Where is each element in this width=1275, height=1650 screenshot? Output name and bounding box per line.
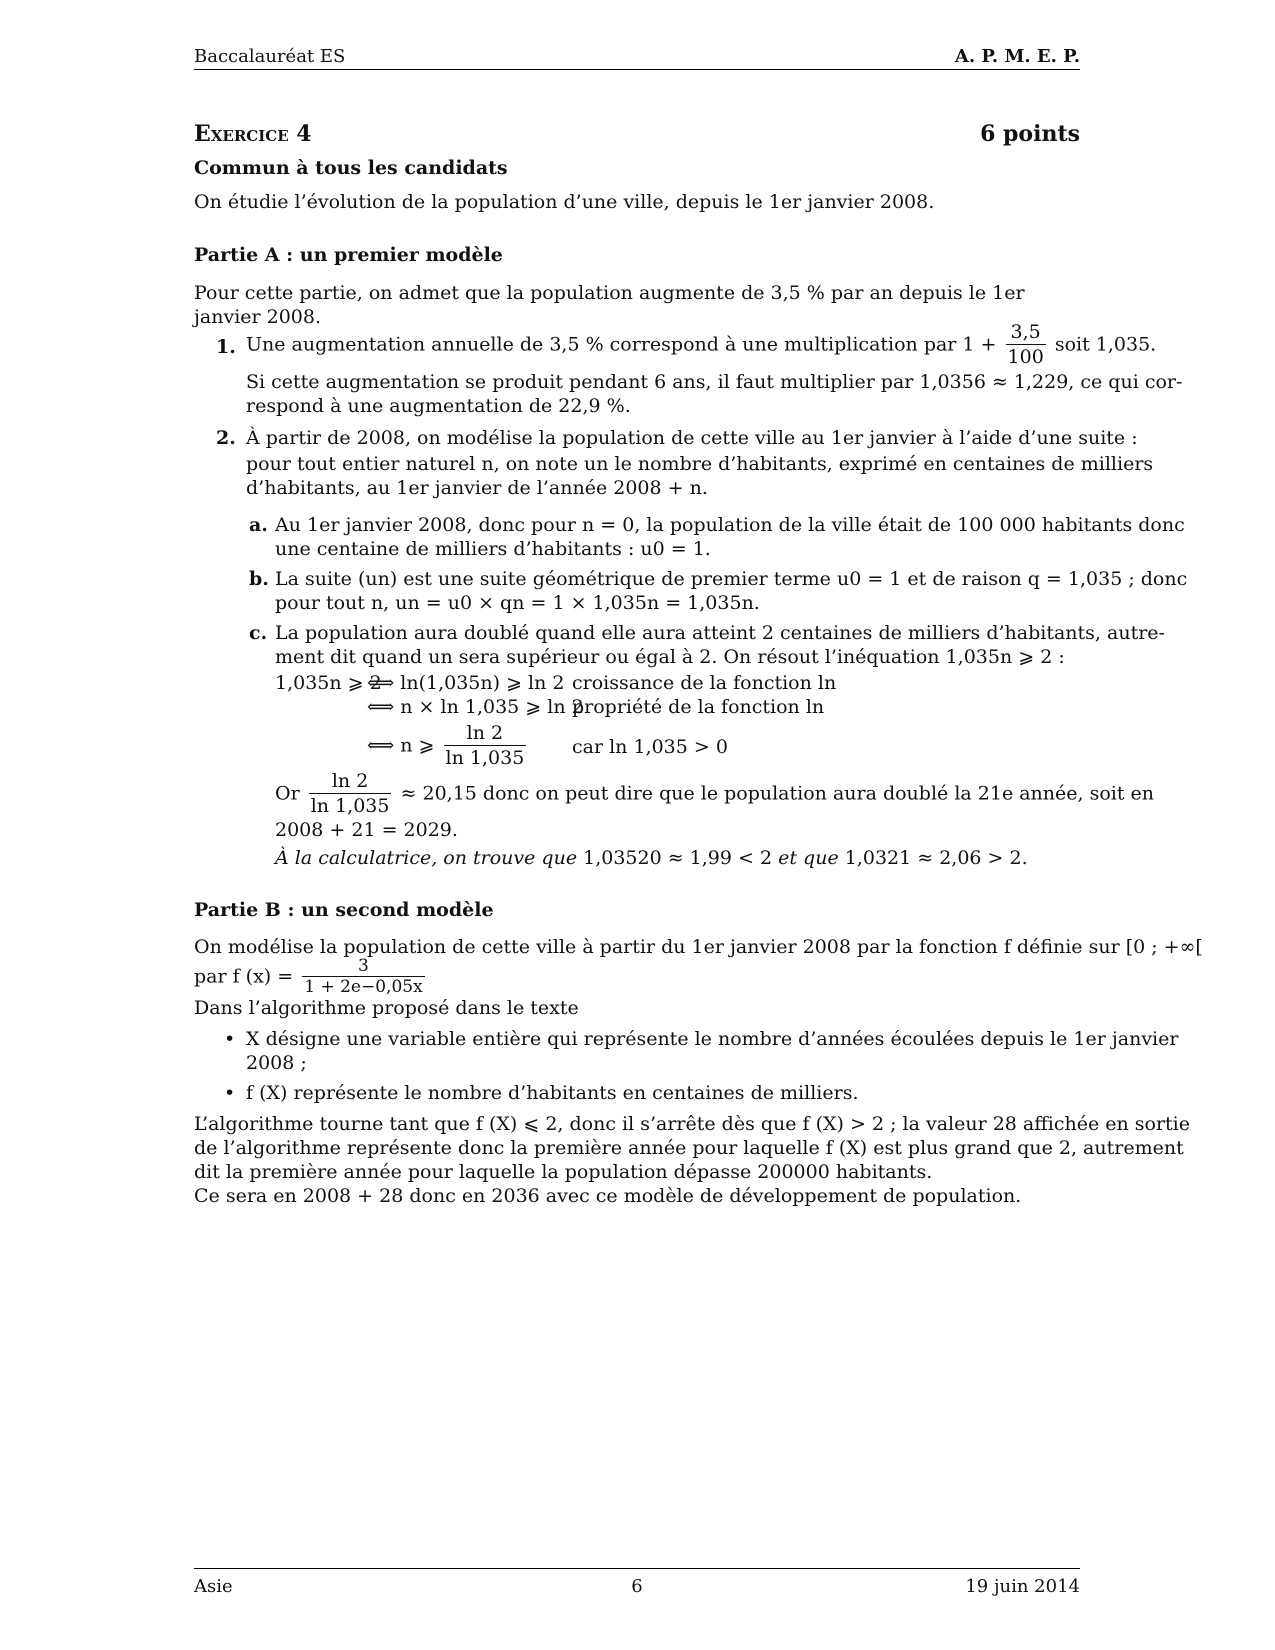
qb-label: b. xyxy=(249,568,269,590)
qa-line1: Au 1er janvier 2008, donc pour n = 0, la population de la ville était de 100 000 habitants donc xyxy=(275,514,1185,536)
footer-page-number: 6 xyxy=(631,1576,643,1597)
intro-text: On étudie l’évolution de la population d’une ville, depuis le 1er janvier 2008. xyxy=(194,191,935,213)
q1-line3: respond à une augmentation de 22,9 %. xyxy=(246,395,631,417)
q1-number: 1. xyxy=(216,336,236,358)
qa-label: a. xyxy=(249,514,268,536)
q1-fraction xyxy=(1006,320,1046,369)
qb-line1: La suite (un) est une suite géométrique de premier terme u0 = 1 et de raison q = 1,035 ; donc xyxy=(275,568,1188,590)
q2-line2: pour tout entier naturel n, on note un le nombre d’habitants, exprimé en centaines de milliers xyxy=(246,453,1154,475)
calc-italic: À la calculatrice, on trouve que xyxy=(275,847,578,869)
calc-rest1: 1,03520 ≈ 1,99 < 2 xyxy=(583,847,773,869)
partB-line3: Dans l’algorithme proposé dans le texte xyxy=(194,997,579,1019)
partB-p1: L’algorithme tourne tant que f (X) ⩽ 2, donc il s’arrête dès que f (X) > 2 ; la valeur 28 affichée en sortie xyxy=(194,1113,1190,1135)
f-frac-num: 3 xyxy=(302,956,424,977)
partB-p3: dit la première année pour laquelle la population dépasse 200000 habitants. xyxy=(194,1161,933,1183)
partB-p4: Ce sera en 2008 + 28 donc en 2036 avec ce modèle de développement de population. xyxy=(194,1185,1022,1207)
bullet-1-line2: 2008 ; xyxy=(246,1052,307,1074)
footer-right: 19 juin 2014 xyxy=(965,1576,1080,1597)
q1-line1 xyxy=(246,320,1156,372)
bullet-1-line1: X désigne une variable entière qui représente le nombre d’années écoulées depuis le 1er janvier xyxy=(246,1028,1179,1050)
q1-text-b: soit 1,035. xyxy=(1054,333,1157,356)
header-left: Baccalauréat ES xyxy=(194,46,346,67)
eq3-fraction xyxy=(444,721,527,770)
calc-line xyxy=(275,846,1028,870)
or-fraction xyxy=(309,769,392,818)
q1-frac-num: 3,5 xyxy=(1006,320,1046,345)
calc-italic2: et que xyxy=(778,847,839,869)
common-heading: Commun à tous les candidats xyxy=(194,157,508,179)
exercise-name: Exercice 4 xyxy=(194,121,312,147)
partB-title: Partie B : un second modèle xyxy=(194,899,494,921)
eq2-mid: ⟺ n × ln 1,035 ⩾ ln 2 xyxy=(367,696,584,718)
page-footer xyxy=(194,1568,1080,1599)
partB-p2: de l’algorithme représente donc la première année pour laquelle f (X) est plus grand que 2, autrement xyxy=(194,1137,1184,1159)
or-frac-num: ln 2 xyxy=(309,769,392,794)
q1-line2: Si cette augmentation se produit pendant 6 ans, il faut multiplier par 1,0356 ≈ 1,229, ce qui cor- xyxy=(246,371,1183,393)
bullet-2-mark: • xyxy=(224,1082,236,1104)
f-fraction xyxy=(302,956,424,997)
q1-text-a: Une augmentation annuelle de 3,5 % correspond à une multiplication par 1 + xyxy=(246,333,997,356)
eq3-frac-den: ln 1,035 xyxy=(445,747,525,769)
qc-label: c. xyxy=(249,622,268,644)
partA-title: Partie A : un premier modèle xyxy=(194,244,503,266)
eq1-right: croissance de la fonction ln xyxy=(572,672,837,694)
header-right: A. P. M. E. P. xyxy=(954,46,1080,67)
or-text: ≈ 20,15 donc on peut dire que le population aura doublé la 21e année, soit en xyxy=(400,782,1155,805)
eq3-mid-text: ⟺ n ⩾ xyxy=(367,734,435,757)
footer-left: Asie xyxy=(194,1576,233,1597)
calc-rest2: 1,0321 ≈ 2,06 > 2. xyxy=(844,847,1028,869)
eq3-mid xyxy=(367,721,529,771)
or-word: Or xyxy=(275,782,300,805)
q2-line1: À partir de 2008, on modélise la population de cette ville au 1er janvier à l’aide d’une suite : xyxy=(246,427,1138,449)
q2-line3: d’habitants, au 1er janvier de l’année 2008 + n. xyxy=(246,477,708,499)
exercise-points: 6 points xyxy=(980,121,1080,147)
eq3-frac-num: ln 2 xyxy=(444,721,527,746)
bullet-2-line: f (X) représente le nombre d’habitants en centaines de milliers. xyxy=(246,1082,859,1104)
page-header xyxy=(194,45,1080,70)
partB-line1: On modélise la population de cette ville à partir du 1er janvier 2008 par la fonction f définie sur [0 ; +∞[ xyxy=(194,936,1203,958)
par-text: par f (x) = xyxy=(194,965,294,988)
eq3-right: car ln 1,035 > 0 xyxy=(572,736,728,758)
eq1-left: 1,035n ⩾ 2 xyxy=(275,672,382,694)
eq2-right: propriété de la fonction ln xyxy=(572,696,825,718)
bullet-1-mark: • xyxy=(224,1028,236,1050)
q2-number: 2. xyxy=(216,427,236,449)
qb-line2: pour tout n, un = u0 × qn = 1 × 1,035n = 1,035n. xyxy=(275,592,760,614)
q1-frac-den: 100 xyxy=(1007,346,1044,368)
eq1-mid: ⟺ ln(1,035n) ⩾ ln 2 xyxy=(367,672,565,694)
qa-line2: une centaine de milliers d’habitants : u0 = 1. xyxy=(275,538,711,560)
f-frac-den: 1 + 2e−0,05x xyxy=(304,977,423,997)
partA-intro: Pour cette partie, on admet que la population augmente de 3,5 % par an depuis le 1er janvier 2008. xyxy=(194,282,1025,328)
exercise-title xyxy=(194,122,1080,146)
or-frac-den: ln 1,035 xyxy=(310,795,390,817)
or-line2: 2008 + 21 = 2029. xyxy=(275,819,458,841)
qc-line1: La population aura doublé quand elle aura atteint 2 centaines de milliers d’habitants, autre- xyxy=(275,622,1165,644)
qc-line2: ment dit quand un sera supérieur ou égal à 2. On résout l’inéquation 1,035n ⩾ 2 : xyxy=(275,646,1065,668)
or-line xyxy=(275,769,1154,819)
